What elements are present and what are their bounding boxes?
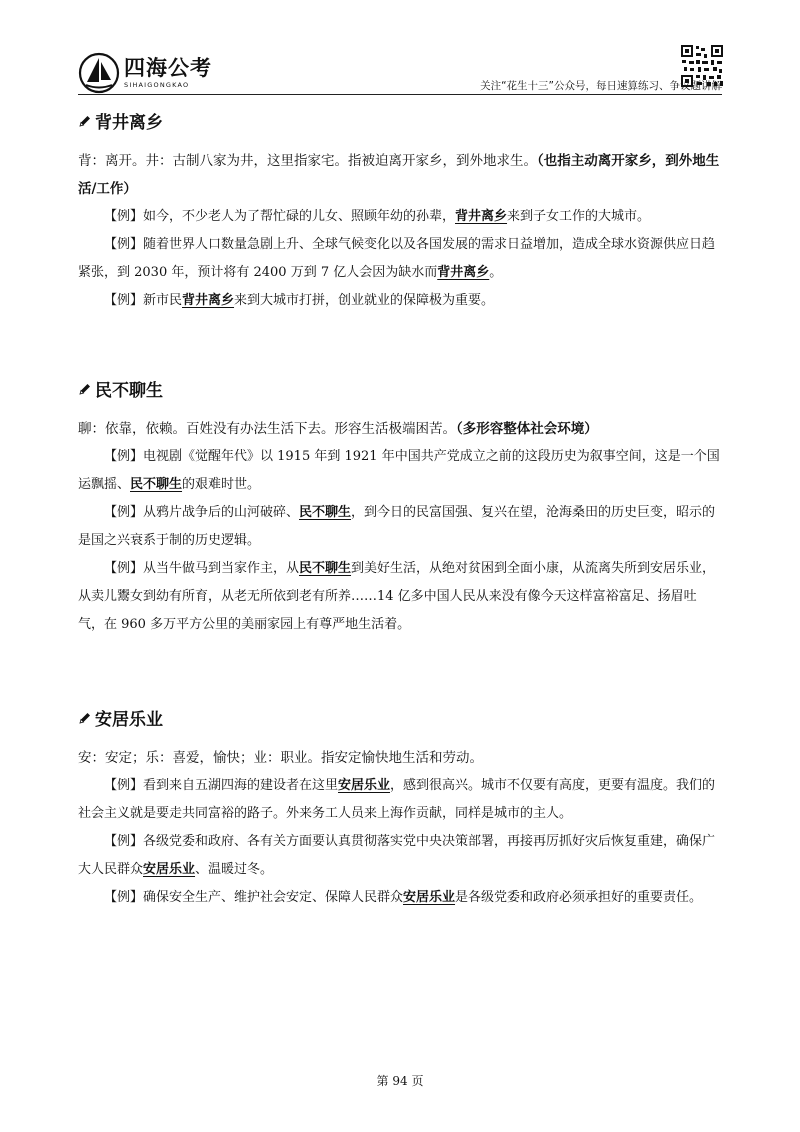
logo xyxy=(78,52,212,94)
example-sentence: 【例】如今，不少老人为了帮忙碌的儿女、照顾年幼的孙辈，背井离乡来到子女工作的大城市。 xyxy=(104,209,651,224)
definition-note: （多形容整体社会环境） xyxy=(456,421,598,437)
idiom-title: 民不聊生 xyxy=(78,376,722,401)
highlighted-idiom: 背井离乡 xyxy=(455,209,508,224)
logo-name-latin: SIHAIGONGKAO xyxy=(124,81,190,89)
idiom-definition: 安：安定；乐：喜爱，愉快；业：职业。指安定愉快地生活和劳动。 xyxy=(78,750,483,766)
example-sentence: 【例】电视剧《觉醒年代》以 1915 年到 1921 年中国共产党成立之前的这段历史为叙事空间，这是一个国运飘摇、民不聊生的艰难时世。 xyxy=(78,449,720,492)
page-number: 第 94 页 xyxy=(376,1074,424,1088)
pencil-icon xyxy=(78,114,92,128)
example-sentence: 【例】从鸦片战争后的山河破碎、民不聊生，到今日的民富国强、复兴在望，沧海桑田的历史巨变，昭示的是国之兴衰系于制的历史逻辑。 xyxy=(78,505,716,548)
highlighted-idiom: 背井离乡 xyxy=(437,265,490,280)
example-sentence: 【例】新市民背井离乡来到大城市打拼，创业就业的保障极为重要。 xyxy=(104,293,495,308)
highlighted-idiom: 民不聊生 xyxy=(299,505,352,520)
highlighted-idiom: 民不聊生 xyxy=(299,561,352,576)
idiom-section xyxy=(78,108,722,315)
pencil-icon xyxy=(78,382,92,396)
highlighted-idiom: 安居乐业 xyxy=(403,890,456,905)
example-sentence: 【例】各级党委和政府、各有关方面要认真贯彻落实党中央决策部署，再接再厉抓好灾后恢复重建，确保广大人民群众安居乐业、温暖过冬。 xyxy=(78,834,716,877)
header-divider xyxy=(78,94,722,95)
idiom-section xyxy=(78,705,722,912)
example-sentence: 【例】随着世界人口数量急剧上升、全球气候变化以及各国发展的需求日益增加，造成全球水资源供应日趋紧张，到 2030 年，预计将有 2400 万到 7 亿人会因为缺水而背井离乡。 xyxy=(78,237,716,280)
highlighted-idiom: 背井离乡 xyxy=(182,293,235,308)
definition-note: （也指主动离开家乡，到外地生活/工作） xyxy=(78,153,720,197)
idiom-title: 安居乐业 xyxy=(78,705,722,730)
idiom-title: 背井离乡 xyxy=(78,108,722,133)
sailboat-logo-icon xyxy=(78,52,120,94)
page-header xyxy=(0,0,800,100)
highlighted-idiom: 安居乐业 xyxy=(143,862,196,877)
example-sentence: 【例】确保安全生产、维护社会安定、保障人民群众安居乐业是各级党委和政府必须承担好的重要责任。 xyxy=(104,890,703,905)
idiom-section xyxy=(78,376,722,639)
pencil-icon xyxy=(78,711,92,725)
highlighted-idiom: 安居乐业 xyxy=(338,778,391,793)
header-slogan: 关注“花生十三”公众号，每日速算练习、争议题讲解 xyxy=(480,80,722,92)
example-sentence: 【例】从当牛做马到当家作主，从民不聊生到美好生活，从绝对贫困到全面小康，从流离失所到安居乐业，从卖儿鬻女到幼有所育，从老无所依到老有所养……14 亿多中国人民从来没有像今天这样富裕富足、扬眉吐气，在 960 多万平方公里的美丽家园上有尊严地生活着。 xyxy=(78,561,716,632)
logo-name: 四海公考 xyxy=(124,56,212,80)
highlighted-idiom: 民不聊生 xyxy=(130,477,183,492)
idiom-definition: 聊：依靠，依赖。百姓没有办法生活下去。形容生活极端困苦。（多形容整体社会环境） xyxy=(78,421,598,437)
idiom-definition: 背：离开。井：古制八家为井，这里指家宅。指被迫离开家乡，到外地求生。（也指主动离开家乡，到外地生活/工作） xyxy=(78,153,720,197)
example-sentence: 【例】看到来自五湖四海的建设者在这里安居乐业，感到很高兴。城市不仅要有高度，更要有温度。我们的社会主义就是要走共同富裕的路子。外来务工人员来上海作贡献，同样是城市的主人。 xyxy=(78,778,716,821)
